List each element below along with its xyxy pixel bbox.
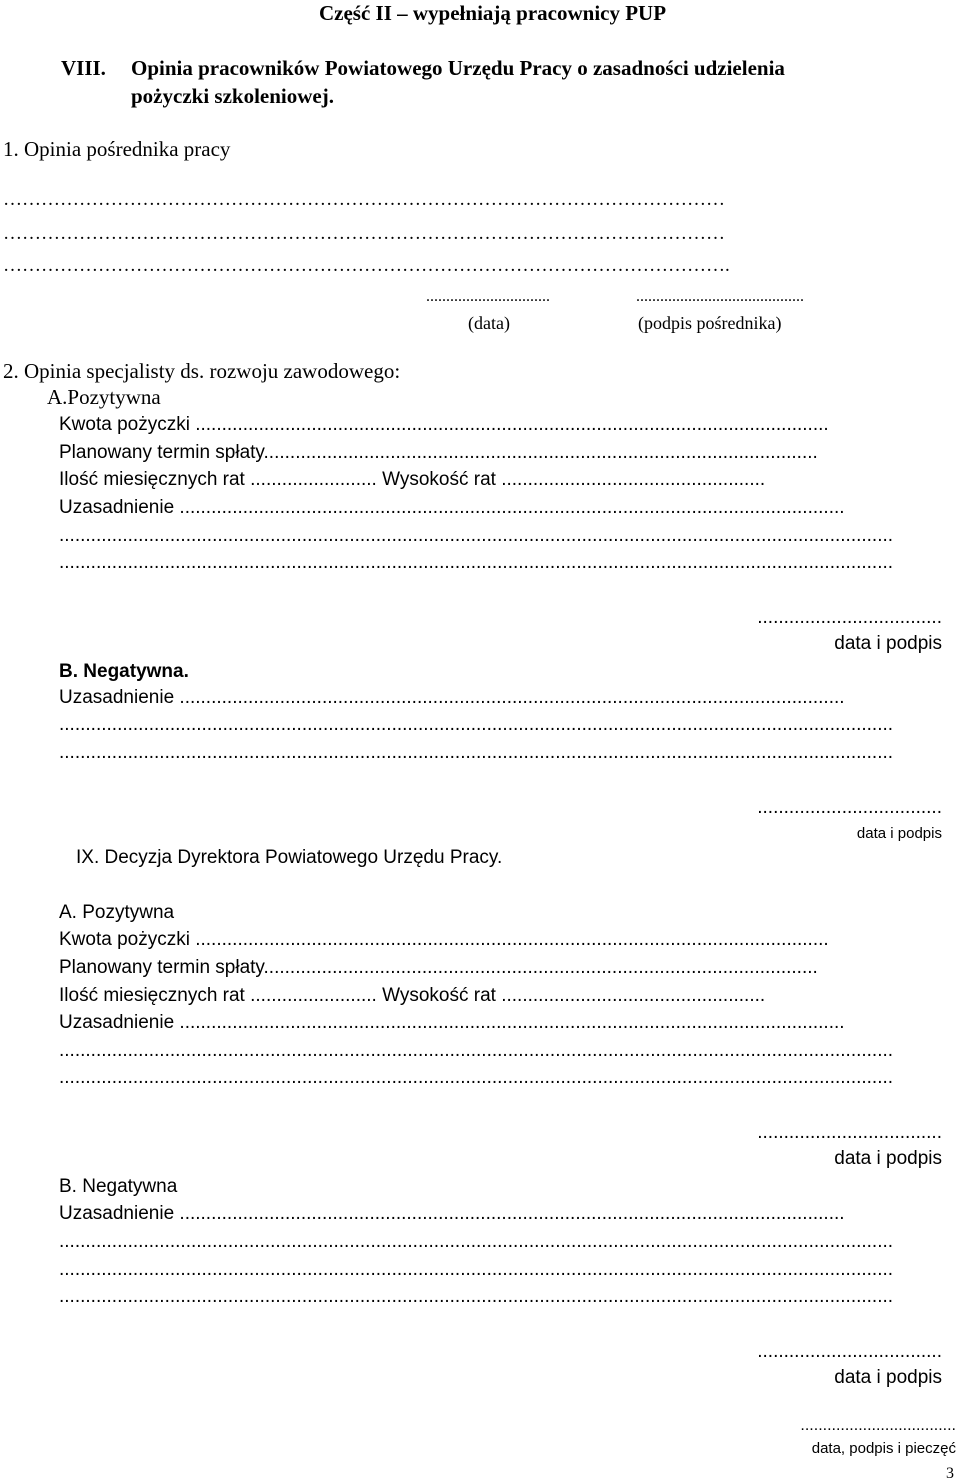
opinion2-positive-line-b[interactable]: .............................................................................................................................................................. <box>59 553 894 572</box>
opinion2-positive-justification[interactable]: Uzasadnienie .............................................................................................................................. <box>59 498 845 517</box>
section-title-line2: pożyczki szkoleniowej. <box>131 84 334 108</box>
opinion1-heading: 1. Opinia pośrednika pracy <box>3 137 231 161</box>
date-dots[interactable]: ............................... <box>426 288 550 305</box>
section9-positive-justification[interactable]: Uzasadnienie .............................................................................................................................. <box>59 1013 845 1032</box>
section9-negative-justification[interactable]: Uzasadnienie .............................................................................................................................. <box>59 1204 845 1223</box>
opinion2-negative-sign-label: data i podpis <box>856 825 942 842</box>
opinion2-positive-sign-label: data i podpis <box>834 633 942 654</box>
opinion2-installments[interactable]: Ilość miesięcznych rat ........................ Wysokość rat .................................................. <box>59 470 766 489</box>
section9-negative-sign-dots[interactable]: ................................... <box>757 1341 942 1362</box>
section-number: VIII. <box>61 56 106 80</box>
opinion2-positive-title: A.Pozytywna <box>47 385 161 409</box>
section-title-line1: Opinia pracowników Powiatowego Urzędu Pracy o zasadności udzielenia <box>131 56 785 80</box>
opinion2-negative-sign-dots[interactable]: ................................... <box>757 797 942 818</box>
opinion2-negative-justification[interactable]: Uzasadnienie .............................................................................................................................. <box>59 688 845 707</box>
section9-installments[interactable]: Ilość miesięcznych rat ........................ Wysokość rat .................................................. <box>59 986 766 1005</box>
section9-positive-line-b[interactable]: .............................................................................................................................................................. <box>59 1068 894 1087</box>
opinion1-line-1[interactable]: …………………………………………………………………………………………………… <box>3 190 725 209</box>
section9-positive-line-a[interactable]: .............................................................................................................................................................. <box>59 1041 894 1060</box>
opinion2-negative-line-a[interactable]: .............................................................................................................................................................. <box>59 715 894 734</box>
section9-negative-line-a[interactable]: .............................................................................................................................................................. <box>59 1232 894 1251</box>
opinion2-heading: 2. Opinia specjalisty ds. rozwoju zawodowego: <box>3 359 401 383</box>
opinion2-loan-amount[interactable]: Kwota pożyczki ........................................................................................................................ <box>59 415 829 434</box>
section9-positive-sign-dots[interactable]: ................................... <box>757 1122 942 1143</box>
section9-loan-amount[interactable]: Kwota pożyczki ........................................................................................................................ <box>59 930 829 949</box>
opinion1-line-3[interactable]: ……………………………………………………………………………………………………. <box>3 256 730 275</box>
section9-negative-line-c[interactable]: .............................................................................................................................................................. <box>59 1287 894 1306</box>
section9-title: IX. Decyzja Dyrektora Powiatowego Urzędu Pracy. <box>76 847 503 868</box>
opinion1-line-2[interactable]: …………………………………………………………………………………………………… <box>3 224 725 243</box>
section9-positive-sign-label: data i podpis <box>834 1148 942 1169</box>
final-sign-label: data, podpis i pieczęć <box>811 1440 956 1457</box>
date-label: (data) <box>468 313 510 333</box>
opinion2-negative-line-b[interactable]: .............................................................................................................................................................. <box>59 743 894 762</box>
final-sign-dots[interactable]: ................................... <box>800 1417 956 1434</box>
opinion2-repayment-term[interactable]: Planowany termin spłaty......................................................................................................... <box>59 443 818 462</box>
part-title: Część II – wypełniają pracownicy PUP <box>319 1 667 25</box>
signature-dots[interactable]: .......................................... <box>636 288 804 305</box>
opinion2-positive-sign-dots[interactable]: ................................... <box>757 607 942 628</box>
section9-positive-title: A. Pozytywna <box>59 902 175 923</box>
section9-negative-title: B. Negatywna <box>59 1176 178 1197</box>
opinion2-negative-title: B. Negatywna. <box>59 661 189 682</box>
signature-label: (podpis pośrednika) <box>638 313 782 333</box>
section9-negative-sign-label: data i podpis <box>834 1367 942 1388</box>
page-number: 3 <box>946 1465 954 1482</box>
opinion2-positive-line-a[interactable]: .............................................................................................................................................................. <box>59 526 894 545</box>
section9-negative-line-b[interactable]: .............................................................................................................................................................. <box>59 1260 894 1279</box>
section9-repayment-term[interactable]: Planowany termin spłaty......................................................................................................... <box>59 958 818 977</box>
